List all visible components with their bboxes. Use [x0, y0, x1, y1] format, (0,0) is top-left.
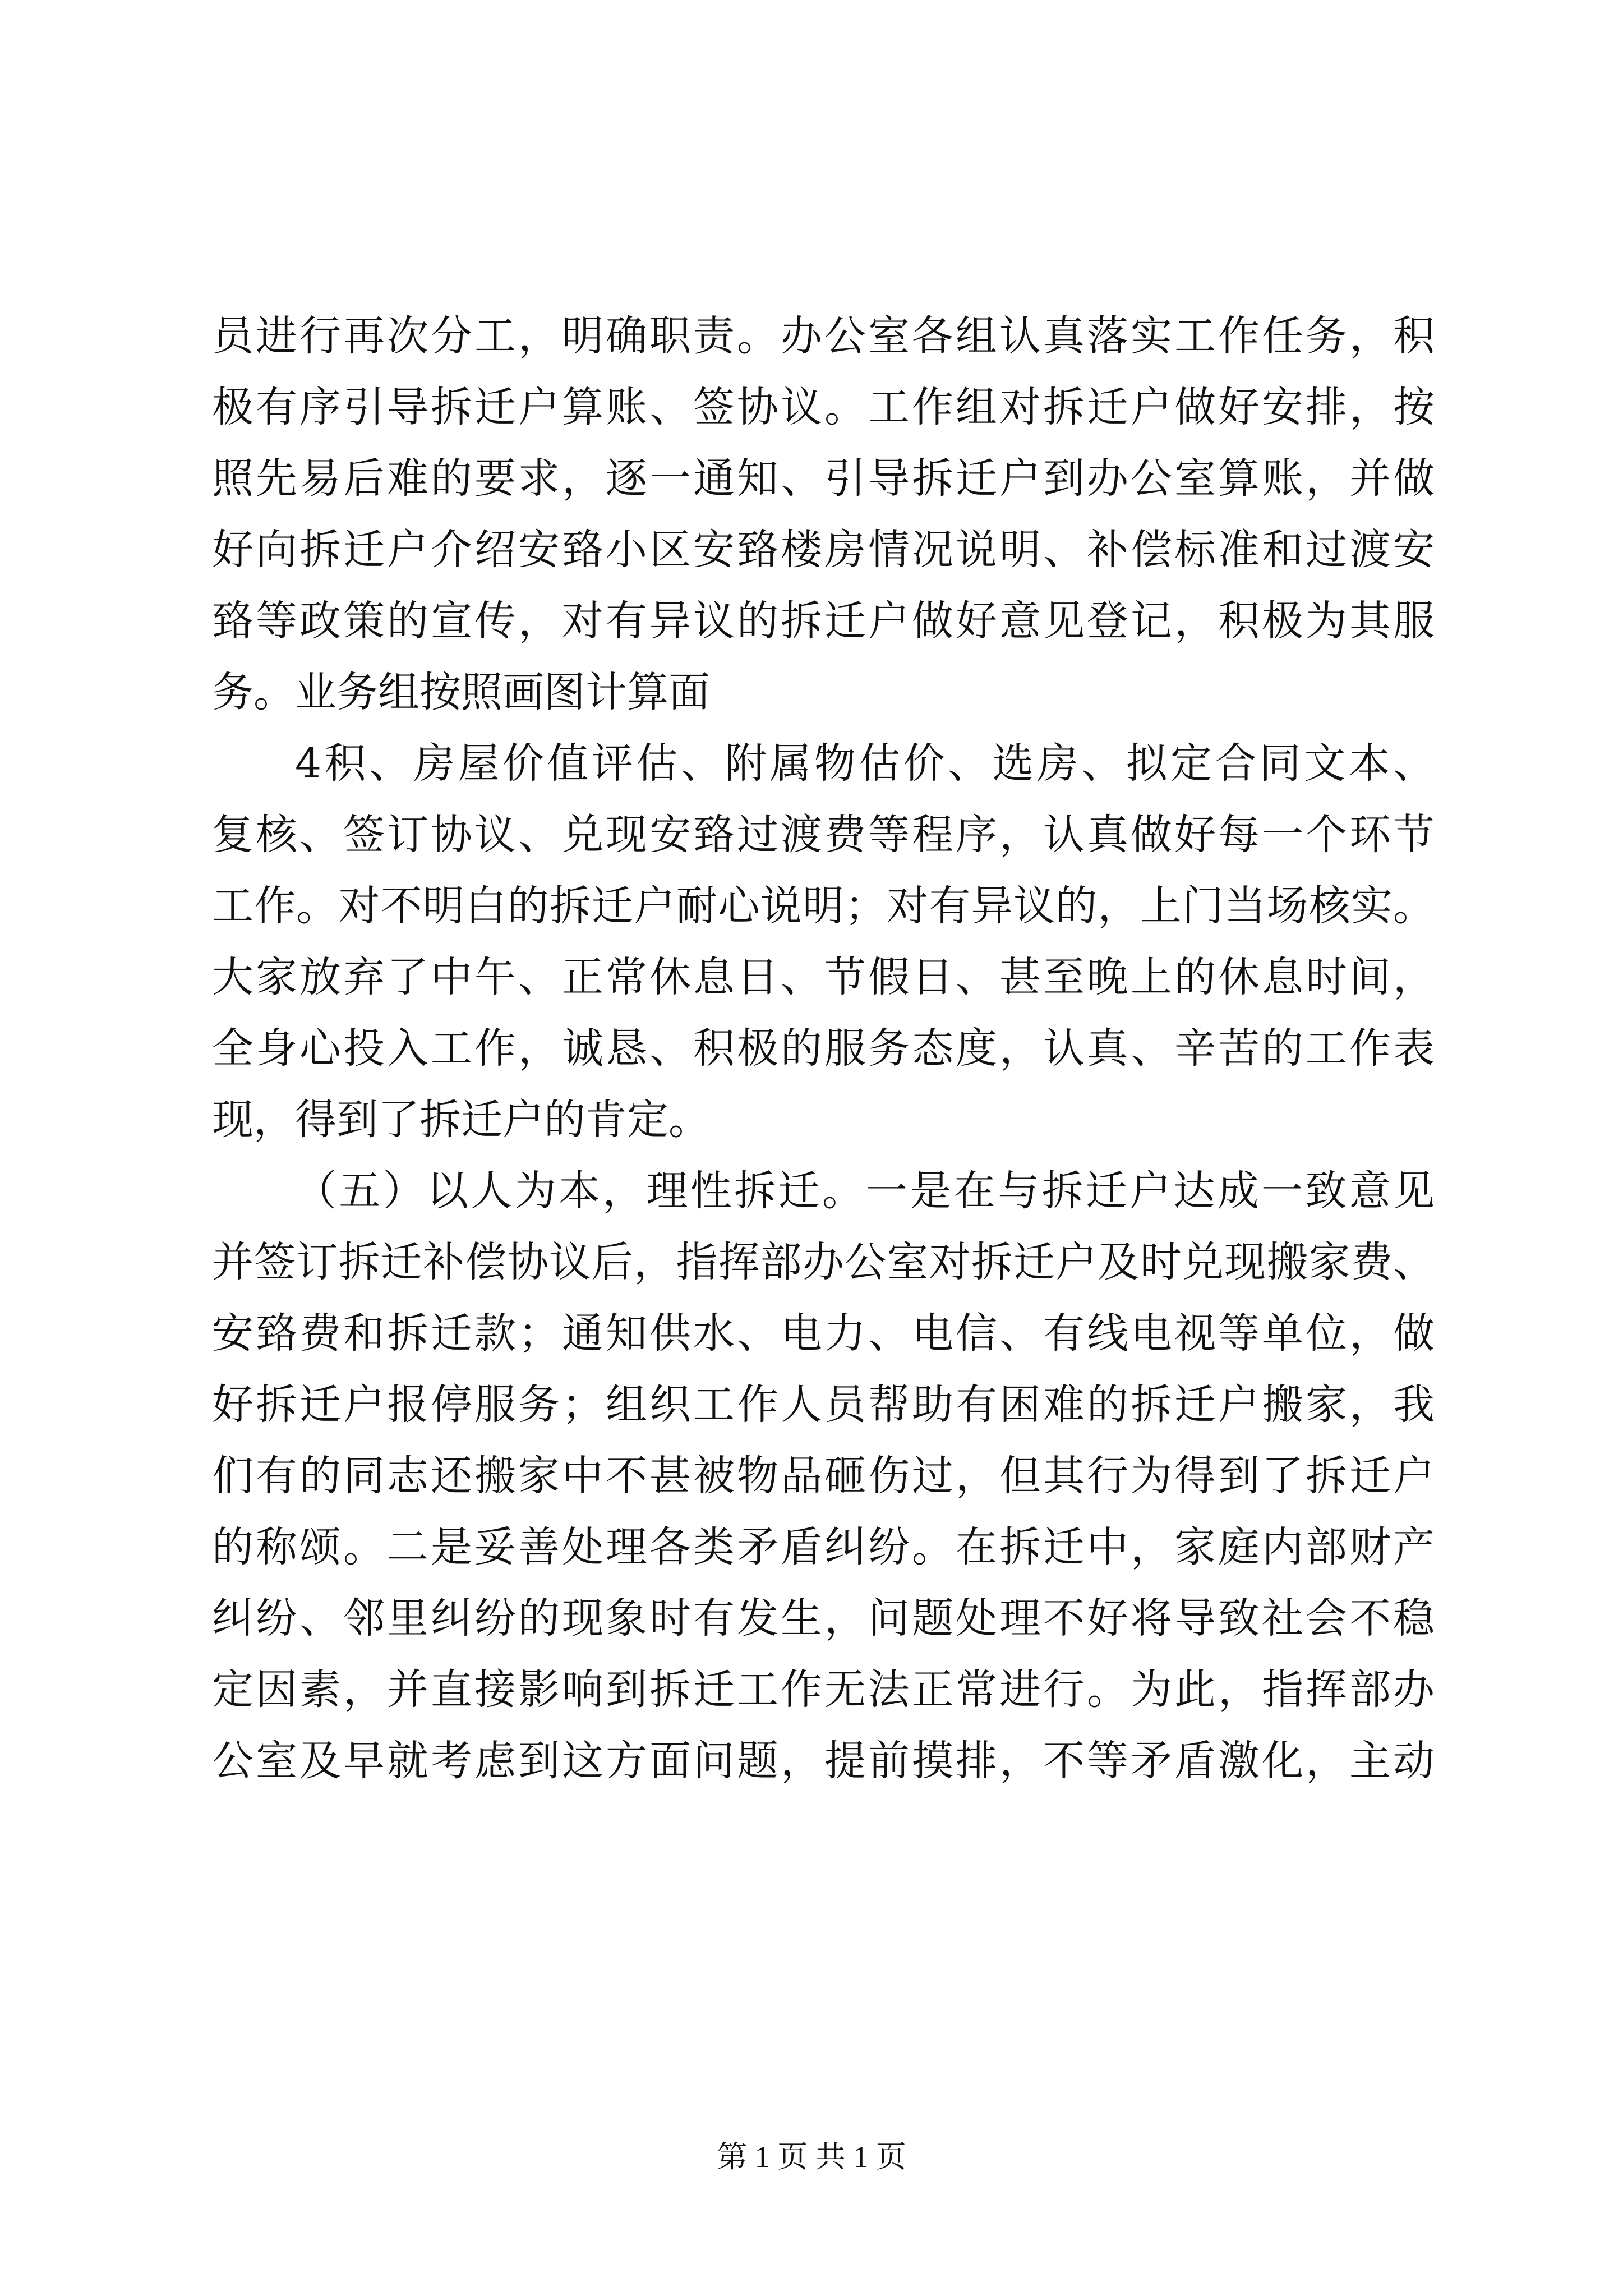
text-line: 极有序引导拆迁户算账、签协议。工作组对拆迁户做好安排，按 [212, 383, 1435, 431]
text-line: 复核、签订协议、兑现安臵过渡费等程序，认真做好每一个环节 [212, 811, 1435, 859]
text-line: 好向拆迁户介绍安臵小区安臵楼房情况说明、补偿标准和过渡安 [212, 526, 1435, 574]
text-line: 的称颂。二是妥善处理各类矛盾纠纷。在拆迁中，家庭内部财产 [212, 1523, 1435, 1571]
text-line: （五）以人为本，理性拆迁。一是在与拆迁户达成一致意见 [295, 1167, 1435, 1215]
text-line: 公室及早就考虑到这方面问题，提前摸排，不等矛盾激化，主动 [212, 1737, 1435, 1785]
text-line: 务。业务组按照画图计算面 [212, 668, 710, 716]
document-body [212, 301, 1435, 1797]
text-line: 全身心投入工作，诚恳、积极的服务态度，认真、辛苦的工作表 [212, 1024, 1435, 1073]
text-line: 们有的同志还搬家中不甚被物品砸伤过，但其行为得到了拆迁户 [212, 1452, 1435, 1500]
text-line: 员进行再次分工，明确职责。办公室各组认真落实工作任务，积 [212, 312, 1435, 360]
text-line: 臵等政策的宣传，对有异议的拆迁户做好意见登记，积极为其服 [212, 597, 1435, 645]
text-line: 大家放弃了中午、正常休息日、节假日、甚至晚上的休息时间， [212, 953, 1435, 1001]
text-line: 好拆迁户报停服务；组织工作人员帮助有困难的拆迁户搬家，我 [212, 1381, 1435, 1429]
text-line: 工作。对不明白的拆迁户耐心说明；对有异议的，上门当场核实。 [212, 882, 1435, 930]
text-line: 现，得到了拆迁户的肯定。 [212, 1096, 710, 1144]
text-line: 安臵费和拆迁款；通知供水、电力、电信、有线电视等单位，做 [212, 1309, 1435, 1358]
text-line: 4积、房屋价值评估、附属物估价、选房、拟定合同文本、 [295, 739, 1435, 788]
text-line: 纠纷、邻里纠纷的现象时有发生，问题处理不好将导致社会不稳 [212, 1594, 1435, 1642]
text-line: 定因素，并直接影响到拆迁工作无法正常进行。为此，指挥部办 [212, 1665, 1435, 1714]
text-line: 并签订拆迁补偿协议后，指挥部办公室对拆迁户及时兑现搬家费、 [212, 1238, 1435, 1286]
text-line: 照先易后难的要求，逐一通知、引导拆迁户到办公室算账，并做 [212, 454, 1435, 503]
page-footer: 第 1 页 共 1 页 [717, 2140, 906, 2174]
